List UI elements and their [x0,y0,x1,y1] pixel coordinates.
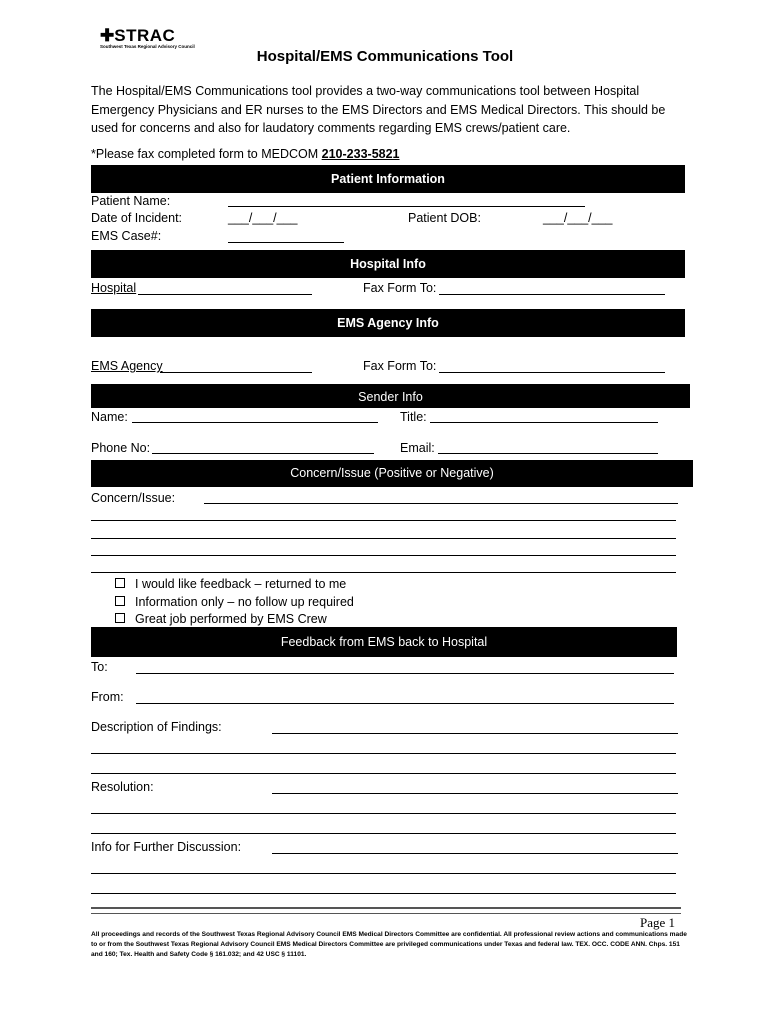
patient-dob-label: Patient DOB: [408,211,481,225]
fax-number: 210-233-5821 [321,147,400,161]
concern-line[interactable] [91,520,676,521]
resolution-label: Resolution: [91,780,154,794]
sender-email-label: Email: [400,441,435,455]
patient-info-header: Patient Information [91,165,685,193]
findings-field[interactable] [272,733,678,734]
feedback-to-field[interactable] [136,673,674,674]
concern-label: Concern/Issue: [91,491,176,505]
feedback-to-label: To: [91,660,108,674]
resolution-line[interactable] [91,833,676,834]
sender-title-label: Title: [400,410,427,424]
fax-instruction [91,147,400,161]
discussion-field[interactable] [272,853,678,854]
incident-date-label: Date of Incident: [91,211,183,225]
checkbox-label: I would like feedback – returned to me [135,577,347,591]
checkbox-icon [115,596,125,606]
sender-name-label: Name: [91,410,128,424]
checkbox-label: Information only – no follow up required [135,595,354,609]
ems-agency-label: EMS Agency [91,359,163,373]
ems-fax-label: Fax Form To: [363,359,437,373]
medical-cross-icon: ✚ [100,26,115,45]
hospital-fax-label: Fax Form To: [363,281,437,295]
intro-paragraph: The Hospital/EMS Communications tool provides a two-way communications tool between Hospital Emergency Physicians and ER nurses to the EMS Directors and EMS Medical Directors. This should be used for concerns and also for laudatory comments regarding EMS crews/patient care. [91,84,666,135]
patient-name-field[interactable] [228,206,585,207]
hospital-field[interactable] [138,294,312,295]
ems-fax-field[interactable] [439,372,665,373]
concern-line[interactable] [91,555,676,556]
patient-name-label: Patient Name: [91,194,171,208]
resolution-line[interactable] [91,813,676,814]
logo-mark: STRAC [114,26,176,45]
hospital-fax-field[interactable] [439,294,665,295]
feedback-from-label: From: [91,690,124,704]
confidentiality-notice: All proceedings and records of the Southwest Texas Regional Advisory Council EMS Medical Directors Committee are confidential. All professional review actions and communications made to or from the Southwest Texas Regional Advisory Council EMS Medical Directors Committee are privileged communications under Texas and federal law. TEX. OCC. CODE ANN. Chps. 151 and 160; Tex. Health and Safety Code § 161.032; and 42 USC § 11101. [91,931,687,958]
patient-dob-field[interactable]: ___/___/___ [543,211,613,225]
ems-case-label: EMS Case#: [91,229,162,243]
checkbox-icon [115,578,125,588]
footer-divider [91,907,681,914]
discussion-line[interactable] [91,873,676,874]
fax-instruction-text: *Please fax completed form to MEDCOM [91,147,319,161]
sender-title-field[interactable] [430,422,658,423]
sender-info-header: Sender Info [91,384,690,408]
ems-agency-field[interactable] [160,372,312,373]
resolution-field[interactable] [272,793,678,794]
sender-name-field[interactable] [132,422,378,423]
ems-agency-header: EMS Agency Info [91,309,685,337]
feedback-requested-checkbox[interactable] [115,577,346,591]
findings-label: Description of Findings: [91,720,222,734]
sender-phone-field[interactable] [152,453,374,454]
concern-field[interactable] [204,503,678,504]
checkbox-label: Great job performed by EMS Crew [135,612,327,626]
page-title: Hospital/EMS Communications Tool [256,48,514,65]
checkbox-icon [115,613,125,623]
great-job-checkbox[interactable] [115,612,327,626]
sender-phone-label: Phone No: [91,441,151,455]
findings-line[interactable] [91,753,676,754]
findings-line[interactable] [91,773,676,774]
sender-email-field[interactable] [438,453,658,454]
logo-subtitle: Southwest Texas Regional Advisory Council [100,44,195,49]
concern-line[interactable] [91,572,676,573]
concern-header: Concern/Issue (Positive or Negative) [91,460,693,487]
hospital-info-header: Hospital Info [91,250,685,278]
hospital-label: Hospital [91,281,137,295]
feedback-from-field[interactable] [136,703,674,704]
information-only-checkbox[interactable] [115,595,354,609]
incident-date-field[interactable]: ___/___/___ [228,211,298,225]
discussion-label: Info for Further Discussion: [91,840,242,854]
page-number: Page 1 [640,915,676,930]
ems-case-field[interactable] [228,242,344,243]
concern-line[interactable] [91,538,676,539]
discussion-line[interactable] [91,893,676,894]
feedback-header: Feedback from EMS back to Hospital [91,627,677,657]
